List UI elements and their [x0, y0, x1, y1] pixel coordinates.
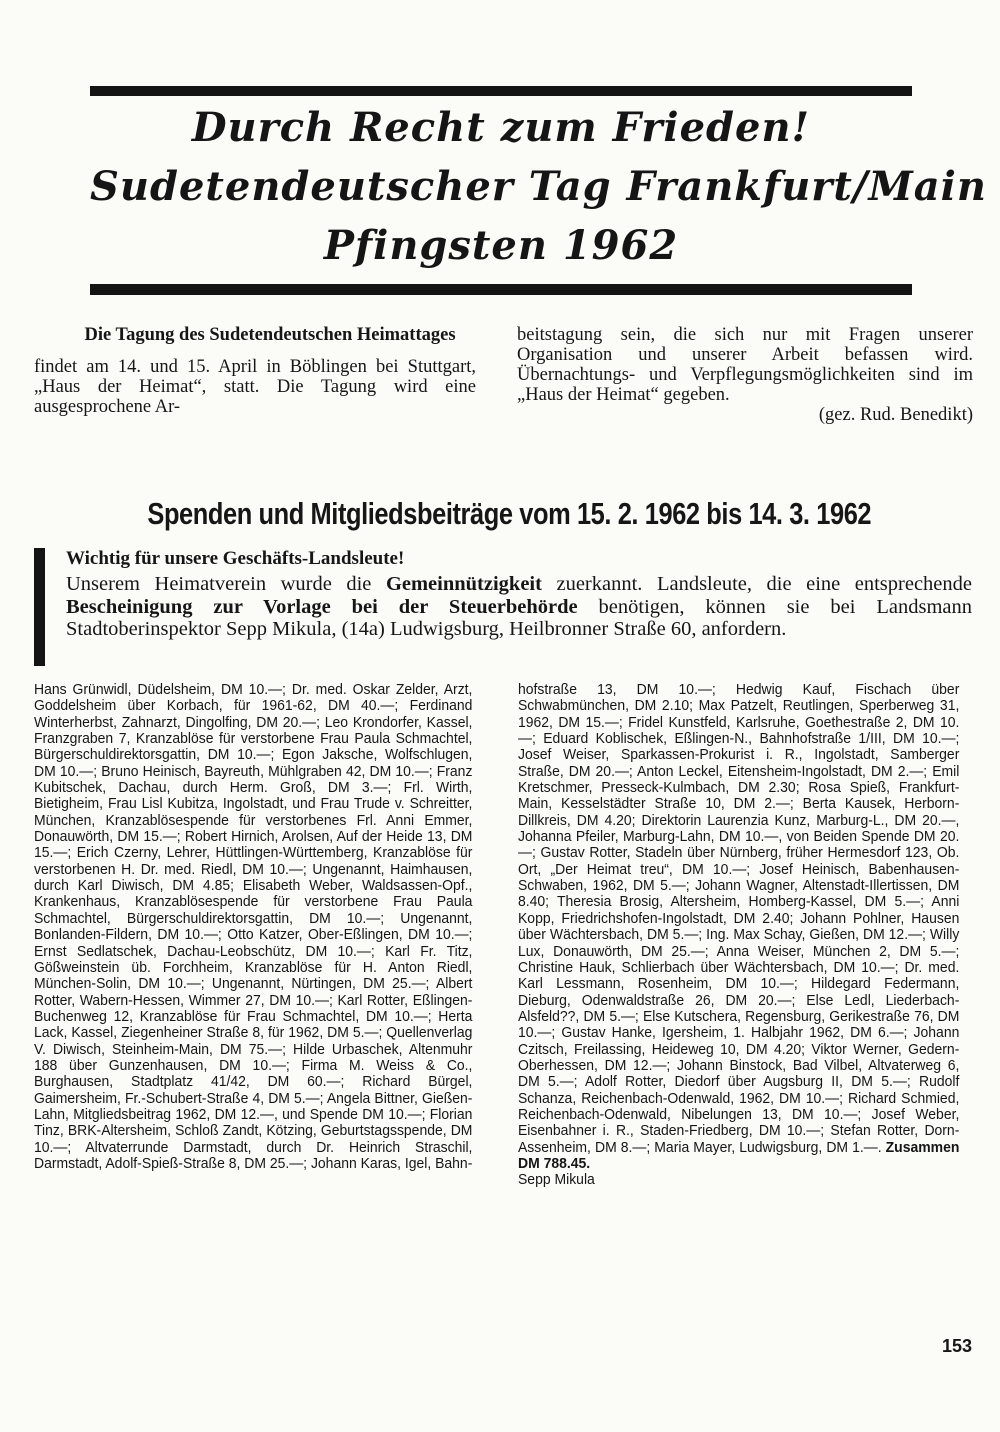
notice-bar: [34, 548, 45, 666]
tagung-left-text: findet am 14. und 15. April in Böblingen bei Stuttgart, „Haus der Heimat“, statt. Die Tagung wird eine ausgesprochene Ar-: [34, 357, 476, 417]
donations-right-text: hofstraße 13, DM 10.—; Hedwig Kauf, Fischach über Schwabmünchen, DM 2.10; Max Patzelt, Reutlingen, Sperberweg 31, 1962, DM 15.—; Fridel Kunstfeld, Karlsruhe, Goethestraße 2, DM 10.—; Eduard Koblischek, Eßlingen-N., Bahnhofstraße 1/III, DM 10.—; Josef Weiser, Sparkassen-Prokurist i. R., Ingolstadt, Samberger Straße, DM 20.—; Anton Leckel, Eitensheim-Ingolstadt, DM 2.—; Emil Kretschmer, Presseck-Kulmbach, DM 2.30; Rosa Spieß, Frankfurt-Main, Kesselstädter Straße 10, DM 2.—; Berta Kausek, Herborn-Dillkreis, DM 4.20; Direktorin Laurenzia Kunz, Marburg-L., DM 20.—, Johanna Pfeiler, Marburg-Lahn, DM 10.—, von Beiden Spende DM 20.—; Gustav Rotter, Stadeln über Nürnberg, früher Hermesdorf 123, Ob. Ort, „Der Heimat treu“, DM 10.—; Josef Heinisch, Babenhausen-Schwaben, 1962, DM 5.—; Johann Wagner, Altenstadt-Illertissen, DM 8.40; Theresia Brosig, Altersheim, Homberg-Kassel, DM 5.—; Anni Kopp, Friedrichshofen-Ingolstadt, DM 2.40; Johann Pohlner, Hausen über Wächtersbach, DM 5.—; Ing. Max Schay, Gießen, DM 12.—; Willy Lux, Donauwörth, DM 25.—; Anna Weiser, München 2, DM 5.—; Christine Hauk, Schlierbach über Wächtersbach, DM 10.—; Dr. med. Karl Lessmann, Rosenheim, DM 10.—; Hildegard Federmann, Dieburg, Odenwaldstraße 26, DM 20.—; Else Ledl, Liederbach-Alsfeld??, DM 5.—; Else Kutschera, Regensburg, Gerikestraße 76, DM 10.—; Gustav Hanke, Igersheim, 1. Halbjahr 1962, DM 6.—; Johann Czitsch, Freilassing, Heideweg 10, DM 4.20; Viktor Werner, Gedern-Oberhessen, DM 12.—; Johann Binstock, Bad Vilbel, Altvaterweg 6, DM 5.—; Adolf Rotter, Diedorf über Augsburg II, DM 5.—; Rudolf Schanza, Reichenbach-Odenwald, 1962, DM 10.—; Richard Schmied, Reichenbach-Odenwald, Nibelungen 13, DM 10.—; Josef Weber, Eisenbahner i. R., Staden-Friedberg, DM 10.—; Stefan Rotter, Dorn-Assenheim, DM 8.—; Maria Mayer, Ludwigsburg, DM 1.—.: [518, 682, 960, 1156]
spenden-heading: Spenden und Mitgliedsbeiträge vom 15. 2. 1962 bis 14. 3. 1962: [147, 496, 872, 531]
notice-body: [66, 573, 972, 641]
page-number: 153: [941, 1336, 972, 1356]
tagung-left-column: [34, 325, 476, 417]
top-rule: [90, 86, 912, 96]
tagung-right-text: beitstagung sein, die sich nur mit Fragen unserer Organisation und unserer Arbeit befassen wird. Übernachtungs- und Verpflegungsmöglichkeiten sind im „Haus der Heimat“ gegeben.: [517, 325, 973, 405]
notice-bold-2: Bescheinigung zur Vorlage bei der Steuerbehörde: [66, 595, 578, 618]
bottom-rule: [90, 284, 912, 295]
notice-bold-1: Gemeinnützigkeit: [385, 573, 542, 595]
notice-text-1: Unserem Heimatverein wurde die: [66, 573, 372, 595]
tagung-signature: (gez. Rud. Benedikt): [818, 405, 973, 425]
headline-line-2: Sudetendeutscher Tag Frankfurt/Main: [90, 163, 987, 210]
tagung-heading: Die Tagung des Sudetendeutschen Heimattages: [84, 325, 456, 345]
donations-right-column: [518, 682, 973, 1189]
donations-right-paragraph: [518, 682, 959, 1172]
donations-total: Zusammen DM 788.45.: [518, 1139, 960, 1172]
headline-line-1: Durch Recht zum Frieden!: [191, 104, 811, 151]
donations-left-text: Hans Grünwidl, Düdelsheim, DM 10.—; Dr. med. Oskar Zelder, Arzt, Goddelsheim über Korbach, für 1961-62, DM 40.—; Ferdinand Winterherbst, Zahnarzt, Dingolfing, DM 20.—; Leo Krondorfer, Kassel, Franzgraben 7, Kranzablöse für verstorbene Frau Paula Schmachtel, Bürgerschuldirektorsgattin, DM 10.—; Egon Jaksche, Wolfschlugen, DM 10.—; Bruno Heinisch, Bayreuth, Mühlgraben 42, DM 10.—; Franz Kubitschek, Dachau, durch Herm. Groß, DM 3.—; Frl. Wirth, Bietigheim, Frau Lisl Kubitza, Ingolstadt, und Frau Trude v. Schreitter, München, Kranzablösespende für verstorbenes Frl. Anni Emmer, Donauwörth, DM 15.—; Robert Hirnich, Arolsen, Auf der Heide 13, DM 15.—; Erich Czerny, Lehrer, Hüttlingen-Württemberg, Kranzablöse für verstorbenen H. Dr. med. Riedl, DM 10.—; Ungenannt, Haimhausen, durch Karl Diwisch, DM 4.85; Elisabeth Weber, Waldsassen-Opf., Krankenhaus, Kranzablösespende für verstorbene Frau Paula Schmachtel, Bürgerschuldirektorsgattin, DM 10.—; Ungenannt, Bonlanden-Fildern, DM 10.—; Otto Katzer, Ober-Eßlingen, DM 10.—; Ernst Sedlatschek, Dachau-Leobschütz, DM 10.—; Karl Fr. Titz, Gößweinstein üb. Forchheim, Kranzablöse für H. Anton Riedl, München-Solin, DM 10.—; Ungenannt, Nürtingen, DM 25.—; Albert Rotter, Wabern-Hessen, Wimmer 27, DM 10.—; Karl Rotter, Eßlingen-Buchenweg 12, Kranzablöse für Frau Schmachtel, DM 10.—; Herta Lack, Kassel, Ziegenheiner Straße 8, für 1962, DM 5.—; Quellenverlag V. Diwisch, Steinheim-Main, DM 75.—; Hilde Urbaschek, Altenmuhr 188 über Gunzenhausen, DM 10.—; Firma M. Weiss & Co., Burghausen, Stadtplatz 41/42, DM 60.—; Richard Bürgel, Gaimersheim, Fr.-Schubert-Straße 4, DM 5.—; Angela Bittner, Gießen-Lahn, Mitgliedsbeitrag 1962, DM 12.—, und Spende DM 10.—; Florian Tinz, BRK-Altersheim, Schloß Zandt, Kötzing, Geburtstagsspende, DM 10.—; Altvaterrunde Darmstadt, durch Dr. Heinrich Straschil, Darmstadt, Adolf-Spieß-Straße 8, DM 25.—; Johann Karas, Igel, Bahn-: [34, 682, 473, 1172]
notice-text-2: zuerkannt. Landsleute, die eine entsprechende: [556, 573, 973, 595]
tagung-right-column: [517, 325, 973, 425]
notice-text-3: benötigen, können sie bei Landsmann Stadtoberinspektor Sepp Mikula, (14a) Ludwigsburg, Heilbronner Straße 60, anfordern.: [66, 595, 973, 640]
headline-line-3: Pfingsten 1962: [323, 222, 679, 269]
donations-left-column: [34, 682, 486, 1172]
notice-title: Wichtig für unsere Geschäfts-Landsleute!: [66, 548, 405, 569]
notice-box: [66, 547, 972, 641]
donations-signature: Sepp Mikula: [518, 1172, 595, 1189]
